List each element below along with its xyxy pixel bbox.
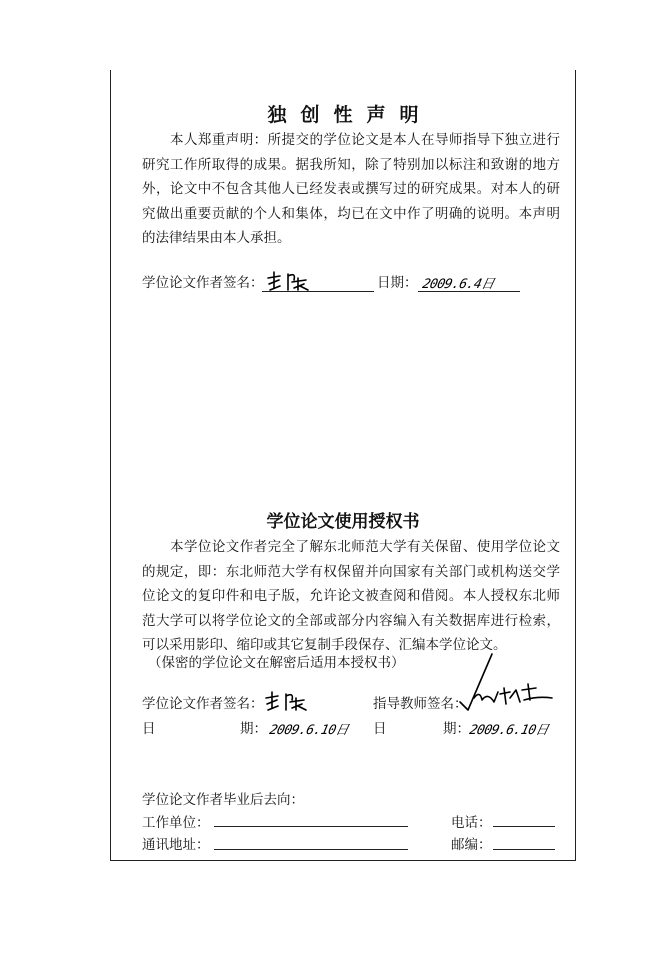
authorization-advisor-sign-label: 指导教师签名： bbox=[373, 696, 468, 712]
phone-label: 电话： bbox=[451, 815, 492, 831]
authorization-title: 学位论文使用授权书 bbox=[266, 512, 420, 532]
address-label: 通讯地址： bbox=[142, 837, 210, 853]
declaration-author-signature bbox=[266, 270, 326, 292]
address-line bbox=[214, 849, 408, 850]
authorization-author-date: 2009.6.10日 bbox=[267, 723, 350, 738]
work-unit-line bbox=[214, 826, 408, 827]
declaration-date-value: 2009.6.4日 bbox=[420, 277, 496, 292]
declaration-author-sign-label: 学位论文作者签名： bbox=[142, 275, 264, 291]
authorization-advisor-signature bbox=[458, 652, 558, 712]
declaration-body: 本人郑重声明：所提交的学位论文是本人在导师指导下独立进行研究工作所取得的成果。据我所知，除了特别加以标注和致谢的地方外，论文中不包含其他人已经发表或撰写过的研究成果。对本人的研究做出重要贡献的个人和集体，均已在文中作了明确的说明。本声明的法律结果由本人承担。 bbox=[142, 132, 560, 246]
declaration-title: 独创性声明 bbox=[267, 104, 433, 126]
work-unit-label: 工作单位： bbox=[142, 815, 210, 831]
authorization-author-date-label-2: 期： bbox=[240, 721, 267, 737]
authorization-advisor-date-label-2: 期： bbox=[443, 721, 470, 737]
authorization-author-date-label-1: 日 bbox=[142, 721, 156, 737]
authorization-author-sign-label: 学位论文作者签名： bbox=[142, 696, 264, 712]
authorization-body: 本学位论文作者完全了解东北师范大学有关保留、使用学位论文的规定，即：东北师范大学有权保留并向国家有关部门或机构送交学位论文的复印件和电子版，允许论文被查阅和借阅。本人授权东北师范大学可以将学位论文的全部或部分内容编入有关数据库进行检索，可以采用影印、缩印或其它复制手段保存、汇编本学位论文。 bbox=[142, 539, 560, 653]
postcode-line bbox=[493, 849, 555, 850]
phone-line bbox=[493, 826, 555, 827]
authorization-author-signature bbox=[264, 690, 324, 712]
postcode-label: 邮编： bbox=[451, 837, 492, 853]
confidential-note: （保密的学位论文在解密后适用本授权书） bbox=[148, 655, 405, 671]
declaration-date-label: 日期： bbox=[377, 275, 418, 291]
authorization-advisor-date-label-1: 日 bbox=[373, 721, 387, 737]
authorization-advisor-date: 2009.6.10日 bbox=[467, 723, 550, 738]
destination-heading: 学位论文作者毕业后去向： bbox=[142, 792, 304, 808]
